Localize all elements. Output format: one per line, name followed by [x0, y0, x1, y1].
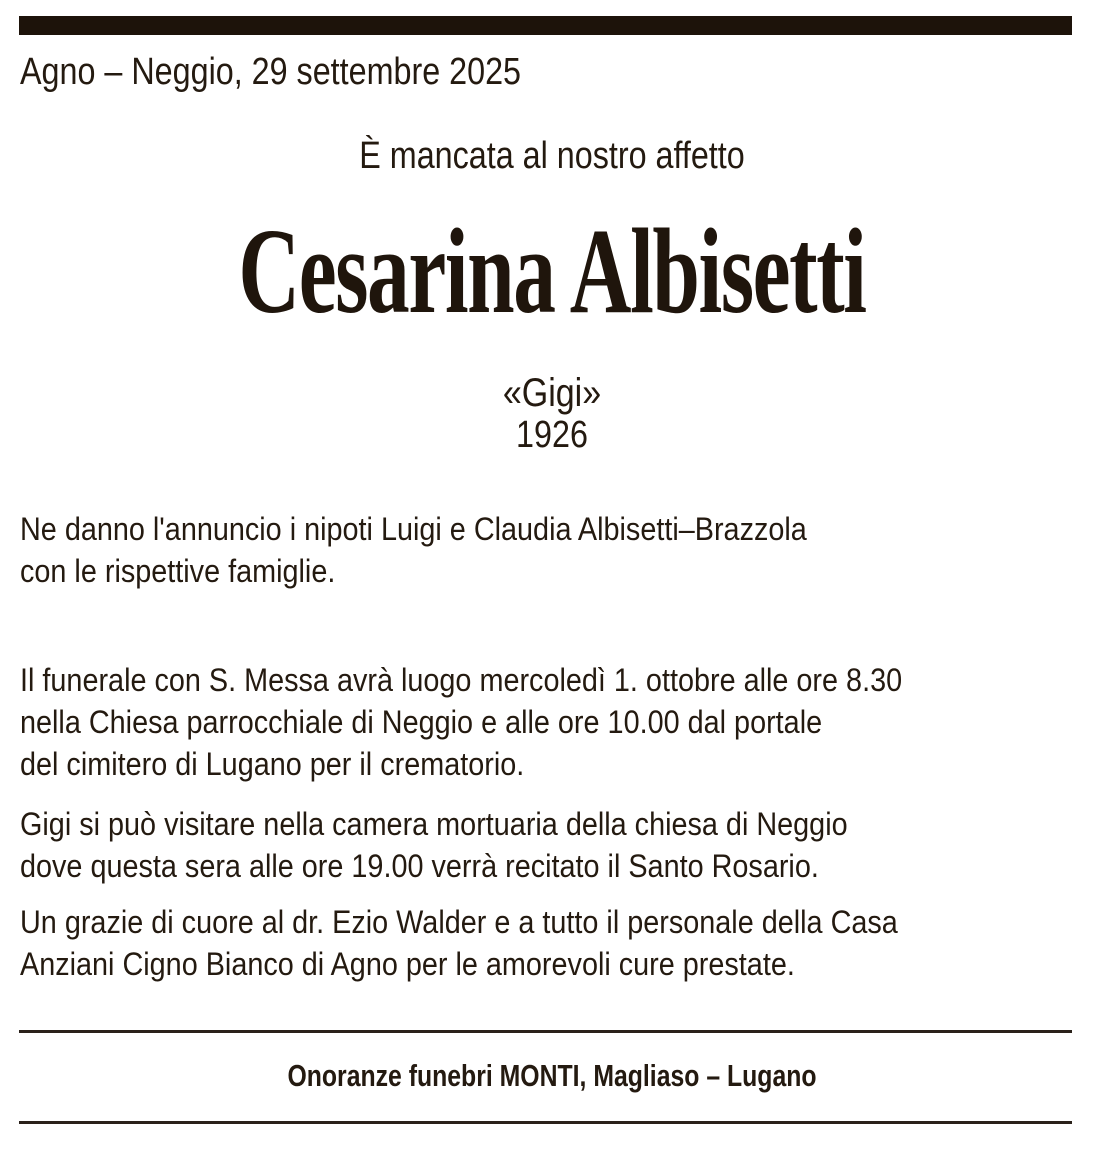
text-line: Il funerale con S. Messa avrà luogo mercoledì 1. ottobre alle ore 8.30: [20, 662, 903, 698]
intro-line: È mancata al nostro affetto: [359, 135, 745, 177]
funeral-home-credit: Onoranze funebri MONTI, Magliaso – Lugano: [287, 1058, 817, 1093]
paragraph-thanks: [20, 901, 898, 985]
text-line: dove questa sera alle ore 19.00 verrà recitato il Santo Rosario.: [20, 848, 819, 884]
nickname: «Gigi»: [502, 371, 602, 415]
footer-separator-top: [19, 1030, 1072, 1033]
text-line: Gigi si può visitare nella camera mortuaria della chiesa di Neggio: [20, 806, 848, 842]
dateline: Agno – Neggio, 29 settembre 2025: [20, 51, 522, 93]
birth-year: 1926: [516, 414, 588, 456]
paragraph-visitation: [20, 803, 848, 887]
deceased-name: Cesarina Albisetti: [238, 204, 866, 339]
text-line: del cimitero di Lugano per il crematorio.: [20, 746, 525, 782]
footer-separator-bottom: [19, 1121, 1072, 1124]
top-rule-bar: [19, 16, 1072, 35]
text-line: con le rispettive famiglie.: [20, 553, 336, 589]
text-line: nella Chiesa parrocchiale di Neggio e alle ore 10.00 dal portale: [20, 704, 823, 740]
paragraph-family-announcement: [20, 508, 807, 592]
text-line: Ne danno l'annuncio i nipoti Luigi e Claudia Albisetti–Brazzola: [20, 511, 807, 547]
text-line: Un grazie di cuore al dr. Ezio Walder e a tutto il personale della Casa: [20, 904, 898, 940]
paragraph-funeral-details: [20, 659, 902, 785]
text-line: Anziani Cigno Bianco di Agno per le amorevoli cure prestate.: [20, 946, 795, 982]
